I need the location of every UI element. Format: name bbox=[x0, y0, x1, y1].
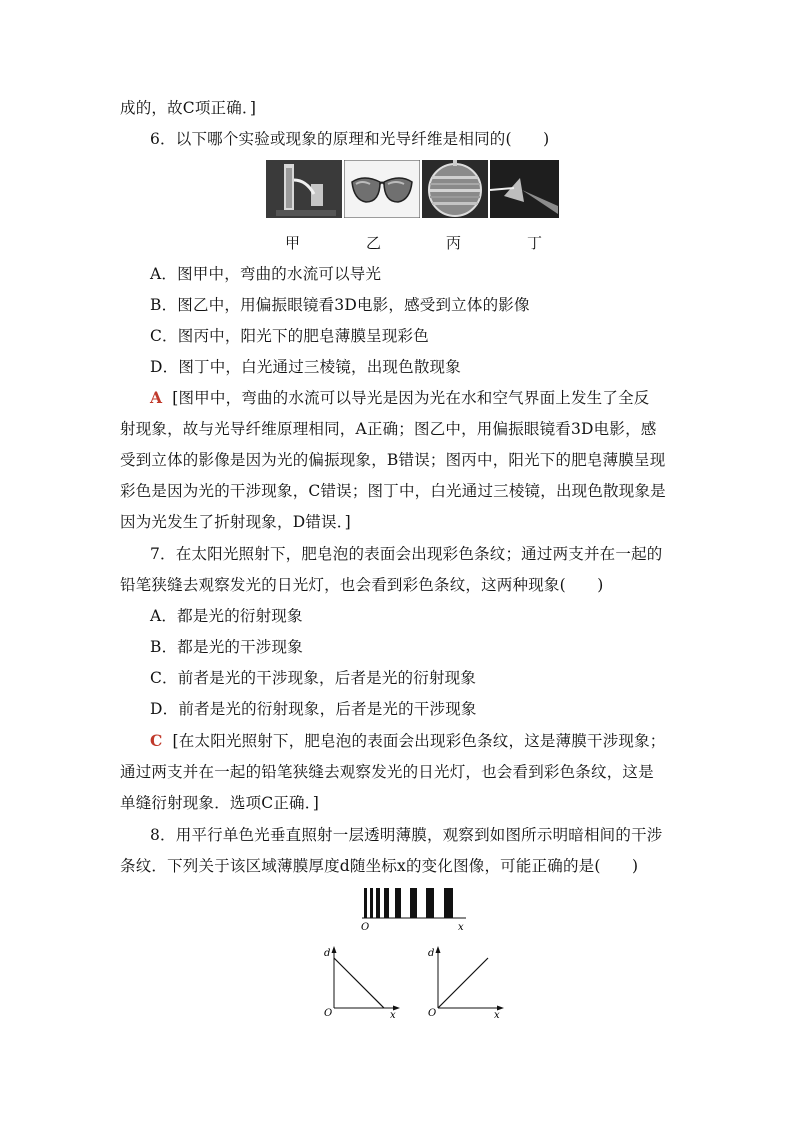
photo-jia bbox=[266, 160, 342, 218]
answer-6-letter: A bbox=[150, 388, 163, 407]
graph-decreasing bbox=[318, 942, 404, 1022]
answer-6-line2: 射现象，故与光导纤维原理相同，A正确；图乙中，用偏振眼镜看3D电影，感 bbox=[120, 420, 657, 438]
question-6: 6．以下哪个实验或现象的原理和光导纤维是相同的( ) bbox=[150, 130, 550, 148]
graph-b-x-label: x bbox=[494, 1010, 500, 1021]
graph-a-x-label: x bbox=[390, 1010, 396, 1021]
answer-6-line4: 彩色是因为光的干涉现象，C错误；图丁中，白光通过三棱镜，出现色散现象是 bbox=[120, 482, 666, 500]
option-7d: D．前者是光的衍射现象，后者是光的干涉现象 bbox=[150, 700, 477, 718]
answer-7-text: [在太阳光照射下，肥皂泡的表面会出现彩色条纹，这是薄膜干涉现象； bbox=[172, 732, 666, 750]
option-6b: B．图乙中，用偏振眼镜看3D电影，感受到立体的影像 bbox=[150, 296, 530, 314]
caption-ding: 丁 bbox=[527, 234, 543, 252]
fringe-x-label: x bbox=[458, 922, 464, 932]
option-6a: A．图甲中，弯曲的水流可以导光 bbox=[150, 265, 382, 283]
caption-jia: 甲 bbox=[285, 234, 301, 252]
caption-bing: 丙 bbox=[446, 234, 462, 252]
option-7a: A．都是光的衍射现象 bbox=[150, 607, 303, 625]
graph-a-origin-label: O bbox=[324, 1008, 333, 1019]
graph-increasing bbox=[422, 942, 508, 1022]
fringe-pattern bbox=[356, 884, 472, 932]
answer-6-line3: 受到立体的影像是因为光的偏振现象，B错误；图丙中，阳光下的肥皂薄膜呈现 bbox=[120, 451, 666, 469]
answer-6-line5: 因为光发生了折射现象，D错误．] bbox=[120, 513, 351, 531]
answer-7-letter: C bbox=[150, 731, 163, 750]
graph-b-d-label: d bbox=[428, 948, 435, 959]
caption-yi: 乙 bbox=[366, 234, 382, 252]
photo-ding bbox=[490, 160, 559, 218]
graph-b-origin-label: O bbox=[428, 1008, 437, 1019]
answer-6 bbox=[150, 388, 649, 408]
text-line: 成的，故C项正确．] bbox=[120, 99, 257, 117]
option-6d: D．图丁中，白光通过三棱镜，出现色散现象 bbox=[150, 358, 461, 376]
answer-7-line3: 单缝衍射现象．选项C正确．] bbox=[120, 794, 319, 812]
answer-7 bbox=[150, 731, 666, 751]
answer-7-line2: 通过两支并在一起的铅笔狭缝去观察发光的日光灯，也会看到彩色条纹，这是 bbox=[120, 763, 654, 781]
question-8-line2: 条纹．下列关于该区域薄膜厚度d随坐标x的变化图像，可能正确的是( ) bbox=[120, 857, 639, 875]
question-7: 7．在太阳光照射下，肥皂泡的表面会出现彩色条纹；通过两支并在一起的 bbox=[150, 545, 663, 563]
answer-6-text: [图甲中，弯曲的水流可以导光是因为光在水和空气界面上发生了全反 bbox=[172, 389, 650, 407]
option-7b: B．都是光的干涉现象 bbox=[150, 638, 303, 656]
question-7-line2: 铅笔狭缝去观察发光的日光灯，也会看到彩色条纹，这两种现象( ) bbox=[120, 576, 604, 594]
fringe-origin-label: O bbox=[361, 922, 370, 932]
photo-bing bbox=[422, 160, 488, 218]
graph-a-d-label: d bbox=[324, 948, 331, 959]
photo-yi bbox=[344, 160, 420, 218]
option-7c: C．前者是光的干涉现象，后者是光的衍射现象 bbox=[150, 669, 477, 687]
option-6c: C．图丙中，阳光下的肥皂薄膜呈现彩色 bbox=[150, 327, 429, 345]
question-6-photos bbox=[266, 160, 559, 218]
question-8: 8．用平行单色光垂直照射一层透明薄膜，观察到如图所示明暗相间的干涉 bbox=[150, 826, 663, 844]
